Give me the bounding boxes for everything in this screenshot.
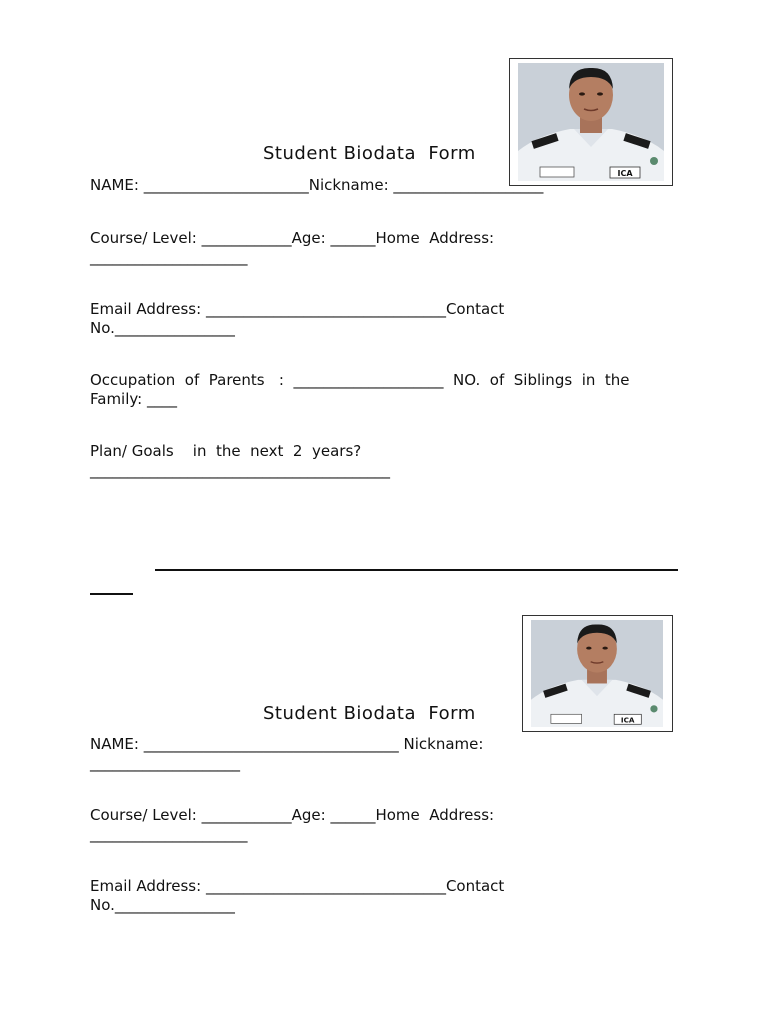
contact-no-blank-2[interactable]: No.________________ [90,896,235,914]
name-nickname-line-2[interactable]: NAME: __________________________________ Nickname: [90,735,484,753]
section-divider-line [155,569,678,571]
plan-goals-line-1: Plan/ Goals in the next 2 years? [90,442,362,460]
badge-text: ICA [617,169,633,178]
address-blank-2[interactable]: _____________________ [90,825,248,843]
form-title-1: Student Biodata Form [263,143,476,164]
email-contact-line-1[interactable]: Email Address: ________________________________Contact [90,300,505,318]
address-blank-1[interactable]: _____________________ [90,248,248,266]
student-photo-frame-2 [522,615,673,732]
nickname-blank-2[interactable]: ____________________ [90,754,240,772]
student-portrait-image [518,63,664,181]
section-divider-stub [90,593,133,595]
family-siblings-blank-1[interactable]: Family: ____ [90,390,177,408]
student-photo-1 [518,63,664,181]
course-age-address-line-1[interactable]: Course/ Level: ____________Age: ______Home Address: [90,229,495,247]
email-contact-line-2[interactable]: Email Address: ________________________________Contact [90,877,505,895]
badge-text: ICA [620,715,635,725]
occupation-siblings-line-1[interactable]: Occupation of Parents : ____________________ NO. of Siblings in the [90,371,630,389]
form-title-2: Student Biodata Form [263,703,476,724]
student-portrait-image [531,620,663,727]
contact-no-blank-1[interactable]: No.________________ [90,319,235,337]
name-nickname-line-1[interactable]: NAME: ______________________Nickname: ____________________ [90,176,544,194]
plan-goals-blank-1[interactable]: ________________________________________ [90,461,390,479]
course-age-address-line-2[interactable]: Course/ Level: ____________Age: ______Home Address: [90,806,495,824]
student-photo-frame-1 [509,58,673,186]
student-photo-2 [531,620,663,727]
